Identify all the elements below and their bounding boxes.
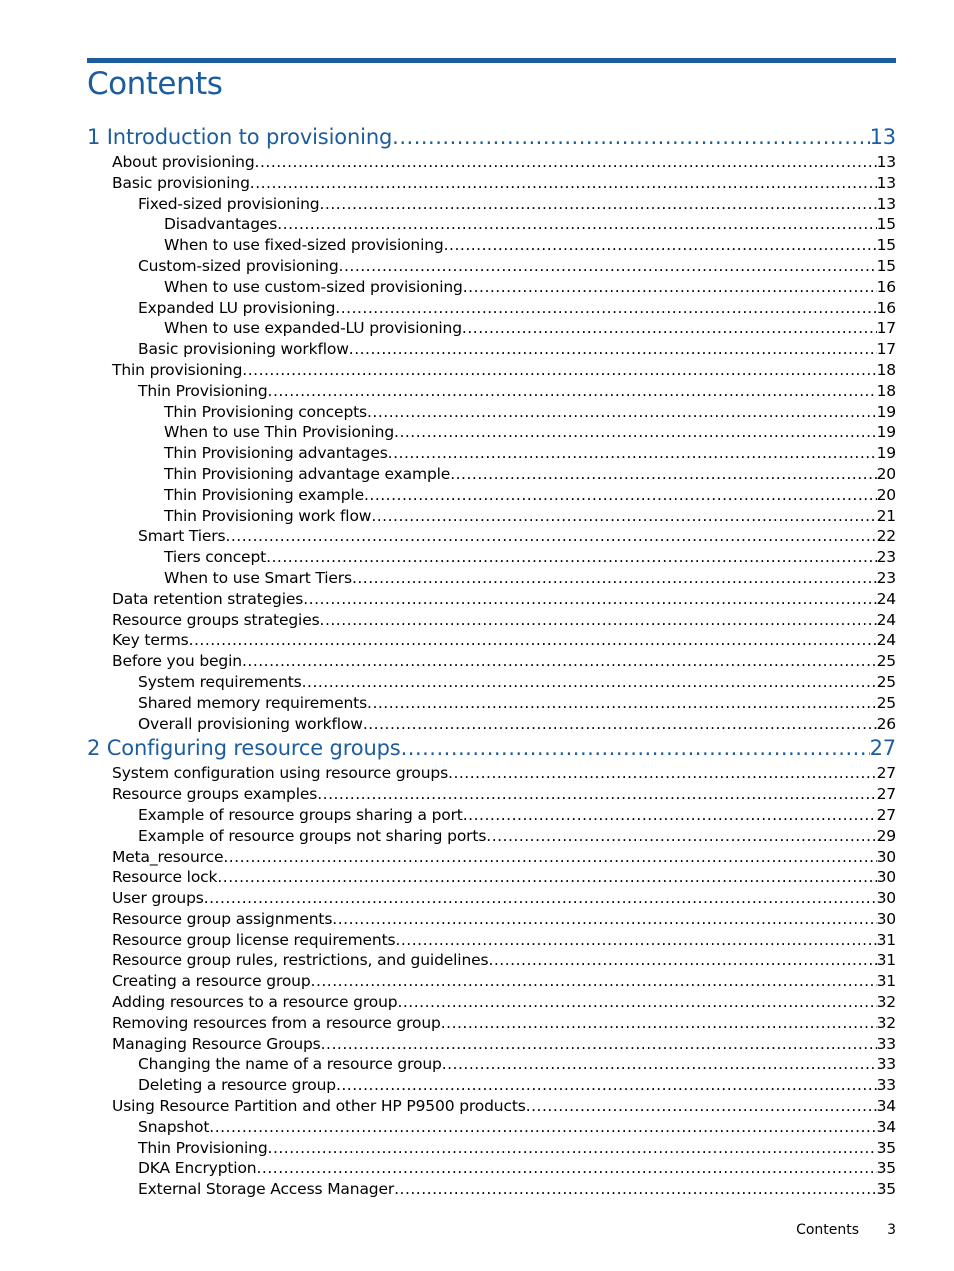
dot-leader xyxy=(463,805,877,826)
dot-leader xyxy=(444,235,877,256)
toc-entry[interactable] xyxy=(87,714,896,735)
toc-entry-page: 32 xyxy=(876,993,896,1012)
dot-leader xyxy=(242,651,877,672)
dot-leader xyxy=(256,1158,876,1179)
dot-leader xyxy=(320,610,877,631)
toc-entry[interactable] xyxy=(87,610,896,631)
dot-leader xyxy=(397,992,876,1013)
toc-entry-page: 33 xyxy=(876,1076,896,1095)
toc-entry-title: Thin Provisioning advantage example xyxy=(164,464,451,483)
toc-entry[interactable] xyxy=(87,194,896,215)
toc-entry-page: 29 xyxy=(876,826,896,845)
toc-entry-title: When to use Smart Tiers xyxy=(164,568,352,587)
toc-entry-title: System configuration using resource groups xyxy=(112,764,449,783)
toc-entry-page: 30 xyxy=(876,909,896,928)
toc-entry[interactable] xyxy=(87,235,896,256)
dot-leader xyxy=(217,867,876,888)
toc-entry[interactable] xyxy=(87,992,896,1013)
toc-entry-title: Thin Provisioning work flow xyxy=(164,506,372,525)
toc-entry[interactable] xyxy=(87,1096,896,1117)
toc-entry-page: 33 xyxy=(876,1034,896,1053)
toc-entry-title: Resource group license requirements xyxy=(112,930,396,949)
dot-leader xyxy=(367,402,877,423)
toc-entry-title: When to use Thin Provisioning xyxy=(164,423,395,442)
toc-entry[interactable] xyxy=(87,1117,896,1138)
dot-leader xyxy=(303,589,876,610)
toc-entry-title: DKA Encryption xyxy=(138,1159,257,1178)
toc-entry-title: Thin Provisioning xyxy=(138,381,268,400)
toc-entry[interactable] xyxy=(87,443,896,464)
toc-entry[interactable] xyxy=(87,568,896,589)
toc-entry-page: 15 xyxy=(876,236,896,255)
dot-leader xyxy=(223,847,876,868)
toc-entry-page: 25 xyxy=(876,672,896,691)
page-title: Contents xyxy=(87,66,223,102)
dot-leader xyxy=(266,547,877,568)
page-footer xyxy=(796,1222,896,1238)
toc-entry[interactable] xyxy=(87,971,896,992)
dot-leader xyxy=(242,360,876,381)
toc-chapter-entry[interactable] xyxy=(87,123,896,152)
toc-entry-page: 20 xyxy=(876,464,896,483)
toc-entry-page: 26 xyxy=(876,714,896,733)
toc-entry[interactable] xyxy=(87,1179,896,1200)
dot-leader xyxy=(463,277,877,298)
toc-entry-page: 30 xyxy=(876,868,896,887)
toc-entry-title: External Storage Access Manager xyxy=(138,1180,395,1199)
dot-leader xyxy=(311,971,877,992)
dot-leader xyxy=(349,339,877,360)
toc-entry-title: When to use fixed-sized provisioning xyxy=(164,236,444,255)
toc-entry-page: 21 xyxy=(876,506,896,525)
toc-entry-page: 34 xyxy=(876,1117,896,1136)
toc-entry[interactable] xyxy=(87,847,896,868)
dot-leader xyxy=(268,381,877,402)
toc-entry-page: 24 xyxy=(876,610,896,629)
toc-entry[interactable] xyxy=(87,526,896,547)
toc-entry[interactable] xyxy=(87,950,896,971)
toc-entry[interactable] xyxy=(87,805,896,826)
toc-entry-title: When to use expanded-LU provisioning xyxy=(164,319,462,338)
toc-entry[interactable] xyxy=(87,339,896,360)
toc-entry-page: 24 xyxy=(876,631,896,650)
toc-entry-title: Thin provisioning xyxy=(112,360,243,379)
dot-leader xyxy=(392,123,869,152)
toc-entry-page: 20 xyxy=(876,485,896,504)
toc-entry-page: 22 xyxy=(876,527,896,546)
dot-leader xyxy=(364,485,877,506)
toc-entry[interactable] xyxy=(87,152,896,173)
toc-entry-title: Basic provisioning workflow xyxy=(138,340,349,359)
toc-entry-page: 31 xyxy=(876,972,896,991)
dot-leader xyxy=(448,763,877,784)
toc-entry-page: 16 xyxy=(876,277,896,296)
toc-entry-title: Thin Provisioning advantages xyxy=(164,444,388,463)
dot-leader xyxy=(250,173,877,194)
toc-entry-title: Tiers concept xyxy=(164,548,267,567)
toc-chapter-page: 27 xyxy=(869,736,896,761)
toc-entry-title: Overall provisioning workflow xyxy=(138,714,363,733)
toc-entry-page: 25 xyxy=(876,652,896,671)
toc-chapter-page: 13 xyxy=(869,125,896,149)
toc-entry-title: Fixed-sized provisioning xyxy=(138,194,320,213)
toc-entry-title: Key terms xyxy=(112,631,189,650)
toc-entry[interactable] xyxy=(87,763,896,784)
toc-entry-title: Resource lock xyxy=(112,868,218,887)
toc-entry-title: User groups xyxy=(112,889,204,908)
footer-page-number: 3 xyxy=(887,1222,896,1238)
toc-entry-page: 27 xyxy=(876,785,896,804)
toc-entry-title: Deleting a resource group xyxy=(138,1076,336,1095)
toc-entry[interactable] xyxy=(87,784,896,805)
dot-leader xyxy=(319,194,876,215)
toc-entry[interactable] xyxy=(87,506,896,527)
toc-entry[interactable] xyxy=(87,485,896,506)
toc-entry[interactable] xyxy=(87,651,896,672)
dot-leader xyxy=(462,318,877,339)
table-of-contents xyxy=(87,122,896,1200)
dot-leader xyxy=(352,568,877,589)
toc-entry-title: Adding resources to a resource group xyxy=(112,993,398,1012)
toc-entry-title: Creating a resource group xyxy=(112,972,311,991)
footer-label: Contents xyxy=(796,1222,860,1238)
toc-chapter-entry[interactable] xyxy=(87,734,896,763)
toc-entry-title: Meta_resource xyxy=(112,847,224,866)
toc-entry[interactable] xyxy=(87,930,896,951)
toc-entry-title: Before you begin xyxy=(112,652,242,671)
toc-entry-title: Resource group rules, restrictions, and guidelines xyxy=(112,951,489,970)
toc-entry-page: 19 xyxy=(876,444,896,463)
toc-entry[interactable] xyxy=(87,1054,896,1075)
toc-entry[interactable] xyxy=(87,693,896,714)
dot-leader xyxy=(189,630,877,651)
toc-entry-title: Smart Tiers xyxy=(138,527,226,546)
toc-entry[interactable] xyxy=(87,298,896,319)
toc-entry[interactable] xyxy=(87,867,896,888)
dot-leader xyxy=(277,214,876,235)
toc-entry-page: 23 xyxy=(876,548,896,567)
toc-entry-page: 30 xyxy=(876,889,896,908)
toc-entry-title: Resource group assignments xyxy=(112,909,333,928)
toc-entry-title: Example of resource groups sharing a port xyxy=(138,805,463,824)
toc-entry-page: 34 xyxy=(876,1097,896,1116)
toc-entry-title: Disadvantages xyxy=(164,215,278,234)
toc-entry-title: When to use custom-sized provisioning xyxy=(164,277,463,296)
dot-leader xyxy=(450,464,876,485)
toc-entry-title: About provisioning xyxy=(112,153,255,171)
toc-entry[interactable] xyxy=(87,589,896,610)
dot-leader xyxy=(317,784,876,805)
toc-entry-title: System requirements xyxy=(138,672,302,691)
toc-entry[interactable] xyxy=(87,256,896,277)
dot-leader xyxy=(367,693,877,714)
toc-entry-page: 15 xyxy=(876,256,896,275)
toc-entry-title: Resource groups examples xyxy=(112,785,318,804)
toc-entry-page: 31 xyxy=(876,930,896,949)
toc-entry[interactable] xyxy=(87,381,896,402)
toc-entry-page: 32 xyxy=(876,1013,896,1032)
toc-entry-page: 35 xyxy=(876,1138,896,1157)
toc-entry[interactable] xyxy=(87,360,896,381)
toc-entry-title: Thin Provisioning xyxy=(138,1138,268,1157)
toc-entry-title: Thin Provisioning example xyxy=(164,485,364,504)
toc-entry-title: Managing Resource Groups xyxy=(112,1034,321,1053)
toc-entry-page: 30 xyxy=(876,847,896,866)
toc-entry[interactable] xyxy=(87,422,896,443)
toc-entry-page: 16 xyxy=(876,298,896,317)
toc-entry-title: Removing resources from a resource group xyxy=(112,1013,441,1032)
dot-leader xyxy=(335,298,876,319)
dot-leader xyxy=(395,930,876,951)
toc-entry-page: 17 xyxy=(876,340,896,359)
toc-entry-title: Basic provisioning xyxy=(112,173,250,192)
dot-leader xyxy=(209,1117,876,1138)
dot-leader xyxy=(486,826,876,847)
dot-leader xyxy=(363,714,877,735)
toc-chapter-title: 2 Configuring resource groups xyxy=(87,736,401,761)
toc-entry-page: 24 xyxy=(876,589,896,608)
toc-entry-page: 33 xyxy=(876,1055,896,1074)
dot-leader xyxy=(225,526,876,547)
dot-leader xyxy=(388,443,877,464)
toc-entry[interactable] xyxy=(87,402,896,423)
toc-entry-page: 15 xyxy=(876,215,896,234)
toc-entry[interactable] xyxy=(87,214,896,235)
dot-leader xyxy=(401,734,870,763)
toc-entry-title: Shared memory requirements xyxy=(138,693,368,712)
toc-entry-page: 31 xyxy=(876,951,896,970)
toc-entry[interactable] xyxy=(87,464,896,485)
toc-entry-page: 23 xyxy=(876,568,896,587)
toc-entry-title: Example of resource groups not sharing ports xyxy=(138,826,487,845)
toc-entry-page: 27 xyxy=(876,805,896,824)
toc-entry-page: 18 xyxy=(876,360,896,379)
toc-entry-title: Thin Provisioning concepts xyxy=(164,402,367,421)
toc-entry-page: 35 xyxy=(876,1159,896,1178)
dot-leader xyxy=(204,888,877,909)
header-rule xyxy=(87,58,896,63)
dot-leader xyxy=(339,256,877,277)
dot-leader xyxy=(394,1179,876,1200)
toc-entry-page: 18 xyxy=(876,381,896,400)
toc-entry[interactable] xyxy=(87,1075,896,1096)
dot-leader xyxy=(394,422,877,443)
dot-leader xyxy=(371,506,876,527)
toc-entry[interactable] xyxy=(87,826,896,847)
toc-entry[interactable] xyxy=(87,672,896,693)
toc-entry-page: 35 xyxy=(876,1180,896,1199)
toc-entry[interactable] xyxy=(87,909,896,930)
toc-entry[interactable] xyxy=(87,1013,896,1034)
toc-chapter-title: 1 Introduction to provisioning xyxy=(87,125,393,149)
dot-leader xyxy=(321,1034,877,1055)
toc-entry[interactable] xyxy=(87,318,896,339)
toc-entry[interactable] xyxy=(87,173,896,194)
dot-leader xyxy=(442,1054,877,1075)
toc-entry[interactable] xyxy=(87,1158,896,1179)
dot-leader xyxy=(255,152,877,173)
toc-entry-page: 13 xyxy=(876,194,896,213)
toc-entry-page: 13 xyxy=(876,153,896,171)
toc-entry-page: 17 xyxy=(876,319,896,338)
toc-entry-title: Changing the name of a resource group xyxy=(138,1055,442,1074)
toc-entry-page: 19 xyxy=(876,402,896,421)
toc-entry-title: Custom-sized provisioning xyxy=(138,256,339,275)
toc-entry[interactable] xyxy=(87,1138,896,1159)
toc-entry-page: 27 xyxy=(876,764,896,783)
dot-leader xyxy=(488,950,876,971)
toc-entry-title: Resource groups strategies xyxy=(112,610,320,629)
toc-entry-page: 19 xyxy=(876,423,896,442)
dot-leader xyxy=(268,1138,877,1159)
toc-entry-title: Expanded LU provisioning xyxy=(138,298,336,317)
dot-leader xyxy=(526,1096,877,1117)
toc-entry[interactable] xyxy=(87,1034,896,1055)
toc-entry[interactable] xyxy=(87,888,896,909)
dot-leader xyxy=(302,672,877,693)
toc-entry-title: Snapshot xyxy=(138,1117,210,1136)
dot-leader xyxy=(332,909,876,930)
toc-entry-page: 25 xyxy=(876,693,896,712)
dot-leader xyxy=(336,1075,877,1096)
toc-entry-title: Data retention strategies xyxy=(112,589,304,608)
toc-entry[interactable] xyxy=(87,547,896,568)
toc-entry-page: 13 xyxy=(876,173,896,192)
toc-entry[interactable] xyxy=(87,630,896,651)
toc-entry[interactable] xyxy=(87,277,896,298)
dot-leader xyxy=(441,1013,877,1034)
toc-entry-title: Using Resource Partition and other HP P9500 products xyxy=(112,1097,526,1116)
